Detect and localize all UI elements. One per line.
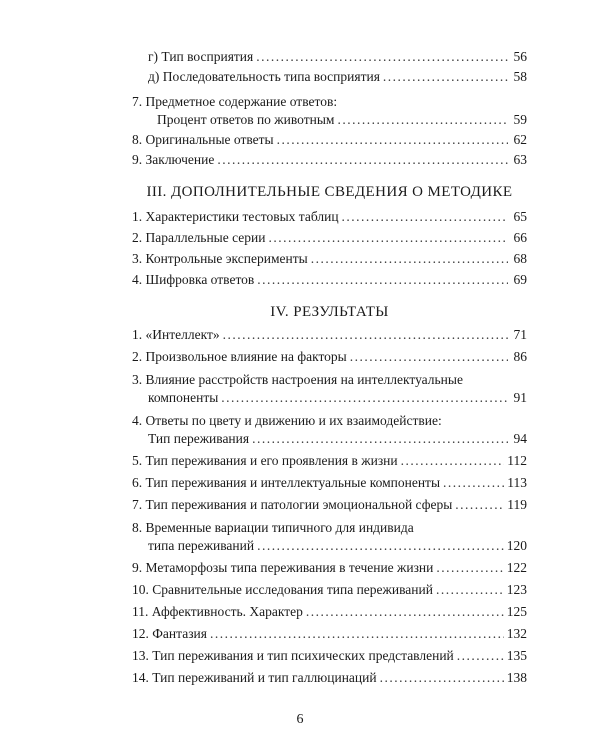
toc-entry-label: 12. Фантазия <box>132 626 207 641</box>
toc-entry <box>132 603 527 621</box>
leader-dots <box>257 271 508 289</box>
leader-dots <box>443 474 504 492</box>
leader-dots <box>380 669 504 687</box>
toc-entry-label: 2. Произвольное влияние на факторы <box>132 349 347 364</box>
toc-entry-page: 59 <box>513 112 527 127</box>
toc-entry-page: 63 <box>513 152 527 167</box>
toc-entry-page: 120 <box>506 538 527 553</box>
leader-dots <box>268 229 508 247</box>
leader-dots <box>436 559 503 577</box>
toc-entry <box>132 151 527 169</box>
toc-entry-label: 8. Временные вариации типичного для индивида <box>132 520 414 535</box>
leader-dots <box>455 496 504 514</box>
leader-dots <box>221 389 508 407</box>
toc-entry <box>148 68 527 86</box>
leader-dots <box>217 151 508 169</box>
leader-dots <box>457 647 504 665</box>
toc-entry-page: 135 <box>506 648 527 663</box>
toc-entry-label: 9. Заключение <box>132 152 215 167</box>
leader-dots <box>401 452 505 470</box>
toc-entry <box>132 326 527 344</box>
page-number: 6 <box>296 712 304 727</box>
leader-dots <box>311 250 508 268</box>
toc-entry-page: 69 <box>513 272 527 287</box>
toc-entry-label: 13. Тип переживания и тип психических представлений <box>132 648 454 663</box>
leader-dots <box>342 208 508 226</box>
toc-entry <box>132 131 527 149</box>
toc-entry-page: 94 <box>513 431 527 446</box>
toc-entry-label: 1. Характеристики тестовых таблиц <box>132 209 339 224</box>
toc-entry-label: 3. Контрольные эксперименты <box>132 251 308 266</box>
leader-dots <box>337 111 508 129</box>
section-heading: IV. РЕЗУЛЬТАТЫ <box>270 304 389 320</box>
toc-entry-page: 138 <box>506 670 527 685</box>
leader-dots <box>210 625 504 643</box>
toc-entry-page: 123 <box>506 582 527 597</box>
toc-entry-label: Тип переживания <box>148 431 250 446</box>
toc-entry-page: 62 <box>513 132 527 147</box>
toc-entry-page: 86 <box>513 349 527 364</box>
toc-entry-label: 6. Тип переживания и интеллектуальные компоненты <box>132 475 441 490</box>
section-heading: III. ДОПОЛНИТЕЛЬНЫЕ СВЕДЕНИЯ О МЕТОДИКЕ <box>146 184 513 200</box>
toc-entry-label: 10. Сравнительные исследования типа переживаний <box>132 582 433 597</box>
leader-dots <box>350 348 508 366</box>
toc-entry-label: компоненты <box>148 390 219 405</box>
toc-entry-page: 113 <box>507 475 527 490</box>
toc-entry-label: 11. Аффективность. Характер <box>132 604 303 619</box>
toc-entry <box>132 229 527 247</box>
toc-entry-page: 132 <box>506 626 527 641</box>
leader-dots <box>257 537 504 555</box>
toc-entry <box>132 271 527 289</box>
leader-dots <box>277 131 508 149</box>
toc-entry-label: 5. Тип переживания и его проявления в жизни <box>132 453 398 468</box>
toc-entry-label: Процент ответов по животным <box>157 112 335 127</box>
toc-entry-page: 66 <box>513 230 527 245</box>
toc-entry-label: 4. Шифровка ответов <box>132 272 255 287</box>
toc-entry <box>132 647 527 665</box>
toc-entry <box>132 625 527 643</box>
toc-entry <box>132 581 527 599</box>
toc-entry-label: 4. Ответы по цвету и движению и их взаимодействие: <box>132 413 442 428</box>
toc-entry <box>148 430 527 448</box>
toc-entry <box>132 348 527 366</box>
toc-entry-label: 1. «Интеллект» <box>132 327 220 342</box>
toc-entry-label: 9. Метаморфозы типа переживания в течение жизни <box>132 560 434 575</box>
toc-entry-label: типа переживаний <box>148 538 255 553</box>
toc-entry <box>148 48 527 66</box>
toc-entry-page: 58 <box>513 69 527 84</box>
leader-dots <box>383 68 508 86</box>
toc-entry-label: д) Последовательность типа восприятия <box>148 69 380 84</box>
toc-entry-page: 119 <box>507 497 527 512</box>
toc-entry-label: 7. Тип переживания и патологии эмоциональной сферы <box>132 497 453 512</box>
toc-entry-label: г) Тип восприятия <box>148 49 254 64</box>
toc-entry <box>148 389 527 407</box>
toc-entry-page: 112 <box>507 453 527 468</box>
toc-entry-page: 122 <box>506 560 527 575</box>
toc-entry-label: 3. Влияние расстройств настроения на интеллектуальные <box>132 372 463 387</box>
toc-entry-page: 125 <box>506 604 527 619</box>
toc-entry <box>132 474 527 492</box>
toc-entry <box>132 559 527 577</box>
toc-entry-label: 2. Параллельные серии <box>132 230 266 245</box>
leader-dots <box>256 48 508 66</box>
toc-entry-page: 56 <box>513 49 527 64</box>
toc-entry-label: 8. Оригинальные ответы <box>132 132 274 147</box>
toc-entry-page: 65 <box>513 209 527 224</box>
leader-dots <box>252 430 508 448</box>
toc-entry <box>132 208 527 226</box>
toc-entry <box>132 669 527 687</box>
toc-entry-label: 14. Тип переживаний и тип галлюцинаций <box>132 670 377 685</box>
leader-dots <box>436 581 504 599</box>
toc-entry <box>148 537 527 555</box>
toc-entry <box>132 496 527 514</box>
toc-entry-page: 68 <box>513 251 527 266</box>
leader-dots <box>223 326 508 344</box>
leader-dots <box>306 603 504 621</box>
toc-entry <box>157 111 527 129</box>
toc-entry <box>132 250 527 268</box>
toc-entry-page: 71 <box>513 327 527 342</box>
toc-entry-page: 91 <box>513 390 527 405</box>
toc-entry-label: 7. Предметное содержание ответов: <box>132 94 338 109</box>
toc-entry <box>132 452 527 470</box>
